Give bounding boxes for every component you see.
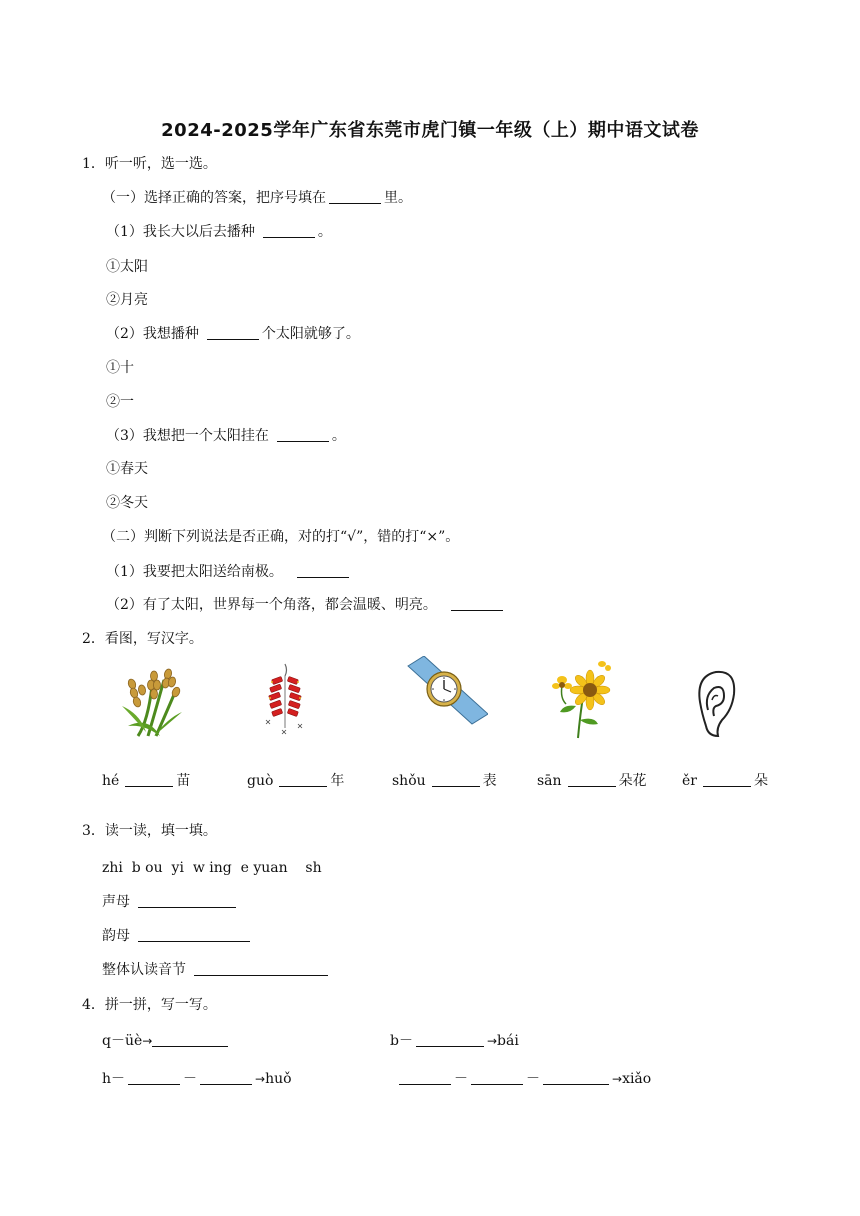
- answer-blank[interactable]: [703, 772, 751, 787]
- arrow-right-icon: →: [612, 1072, 623, 1086]
- character-suffix: 表: [482, 773, 497, 789]
- dash: －: [454, 1071, 468, 1087]
- answer-blank[interactable]: [277, 427, 329, 442]
- answer-blank[interactable]: [416, 1032, 484, 1047]
- q4-item-b: [390, 1031, 519, 1051]
- answer-blank[interactable]: [451, 596, 503, 611]
- q1-s3-option-2: ②冬天: [106, 495, 148, 511]
- q2-item-1: [102, 771, 190, 791]
- answer-blank[interactable]: [138, 893, 236, 908]
- answer-blank[interactable]: [568, 772, 616, 787]
- character-suffix: 年: [330, 773, 345, 789]
- q3-yunmu-label: 韵母: [102, 928, 130, 944]
- q2-item-2: [247, 771, 344, 791]
- arrow-right-icon: →: [486, 1034, 498, 1048]
- sunflower-icon: [550, 660, 612, 740]
- question-1-heading: 1．听一听，选一选。: [82, 156, 217, 172]
- arrow-right-icon: →: [142, 1034, 153, 1048]
- dash: －: [183, 1071, 198, 1087]
- q3-syllables: zhi b ou yi w ing e yuan sh: [102, 860, 322, 876]
- q3-zhengti-row: [102, 960, 331, 980]
- q1-part1-intro-text: （一）选择正确的答案，把序号填在: [102, 190, 326, 206]
- q1-s1-option-2: ②月亮: [106, 292, 148, 308]
- q1-sentence-1: [106, 222, 332, 242]
- q1-part2-intro: （二）判断下列说法是否正确，对的打“√”，错的打“×”。: [102, 529, 460, 545]
- q1-part1-intro: [102, 188, 412, 208]
- q3-zhengti-label: 整体认读音节: [102, 962, 186, 978]
- q3-shengmu-row: [102, 892, 239, 912]
- character-suffix: 朵: [753, 773, 768, 789]
- answer-blank[interactable]: [138, 927, 250, 942]
- q1-s2-option-1: ①十: [106, 360, 134, 376]
- answer-blank[interactable]: [432, 772, 480, 787]
- answer-blank[interactable]: [279, 772, 327, 787]
- q1-sentence-2: [106, 324, 360, 344]
- dash: －: [526, 1071, 540, 1087]
- answer-blank[interactable]: [128, 1070, 180, 1085]
- wristwatch-icon: [404, 656, 488, 726]
- q4-d-result: xiǎo: [622, 1071, 652, 1087]
- answer-blank[interactable]: [194, 961, 328, 976]
- q3-shengmu-label: 声母: [102, 894, 130, 910]
- answer-blank[interactable]: [263, 223, 315, 238]
- question-2-heading: 2．看图，写汉字。: [82, 631, 203, 647]
- q1-sentence-2-text: （2）我想播种: [106, 326, 199, 342]
- q4-item-a: [102, 1031, 231, 1051]
- q2-item-5: [682, 771, 768, 791]
- q3-yunmu-row: [102, 926, 253, 946]
- q1-judge-1-text: （1）我要把太阳送给南极。: [106, 564, 283, 580]
- ear-icon: [692, 666, 738, 740]
- q1-s2-option-2: ②一: [106, 394, 134, 410]
- q1-sentence-1-end: 。: [317, 224, 332, 240]
- q4-item-c: [102, 1069, 292, 1089]
- pinyin-label: shǒu: [392, 773, 426, 789]
- q4-c-result: huǒ: [265, 1071, 292, 1087]
- q1-sentence-3: [106, 426, 346, 446]
- q1-s3-option-1: ①春天: [106, 461, 148, 477]
- q2-item-3: [392, 771, 497, 791]
- q2-item-4: [537, 771, 647, 791]
- q4-b-pinyin: b－: [390, 1033, 413, 1049]
- answer-blank[interactable]: [207, 325, 259, 340]
- answer-blank[interactable]: [399, 1070, 451, 1085]
- pinyin-label: sān: [537, 773, 562, 789]
- q1-sentence-2-end: 个太阳就够了。: [261, 326, 360, 342]
- pinyin-label: ěr: [682, 773, 697, 789]
- character-suffix: 朵花: [618, 773, 647, 789]
- q4-item-d: [396, 1069, 651, 1089]
- firecracker-icon: [258, 662, 312, 736]
- rice-plant-icon: [118, 666, 188, 738]
- question-3-heading: 3．读一读，填一填。: [82, 823, 217, 839]
- answer-blank[interactable]: [297, 563, 349, 578]
- q4-c-pinyin: h－: [102, 1071, 126, 1087]
- answer-blank[interactable]: [152, 1032, 228, 1047]
- answer-blank[interactable]: [471, 1070, 523, 1085]
- arrow-right-icon: →: [255, 1072, 266, 1086]
- q1-part1-intro-end: 里。: [384, 190, 412, 206]
- pinyin-label: guò: [247, 773, 274, 789]
- answer-blank[interactable]: [125, 772, 173, 787]
- q1-judge-2-text: （2）有了太阳，世界每一个角落，都会温暖、明亮。: [106, 597, 437, 613]
- q1-judge-1: [106, 562, 352, 582]
- q1-sentence-1-text: （1）我长大以后去播种: [106, 224, 255, 240]
- q4-a-pinyin: q－üè: [102, 1033, 143, 1049]
- q1-s1-option-1: ①太阳: [106, 259, 148, 275]
- answer-blank[interactable]: [329, 189, 381, 204]
- pinyin-label: hé: [102, 773, 120, 789]
- page-title: 2024-2025学年广东省东莞市虎门镇一年级（上）期中语文试卷: [161, 120, 699, 141]
- answer-blank[interactable]: [543, 1070, 609, 1085]
- character-suffix: 苗: [176, 773, 191, 789]
- answer-blank[interactable]: [200, 1070, 252, 1085]
- q1-sentence-3-end: 。: [331, 428, 346, 444]
- question-4-heading: 4．拼一拼，写一写。: [82, 997, 217, 1013]
- q1-sentence-3-text: （3）我想把一个太阳挂在: [106, 428, 269, 444]
- q4-b-result: bái: [497, 1033, 519, 1049]
- q1-judge-2: [106, 595, 506, 615]
